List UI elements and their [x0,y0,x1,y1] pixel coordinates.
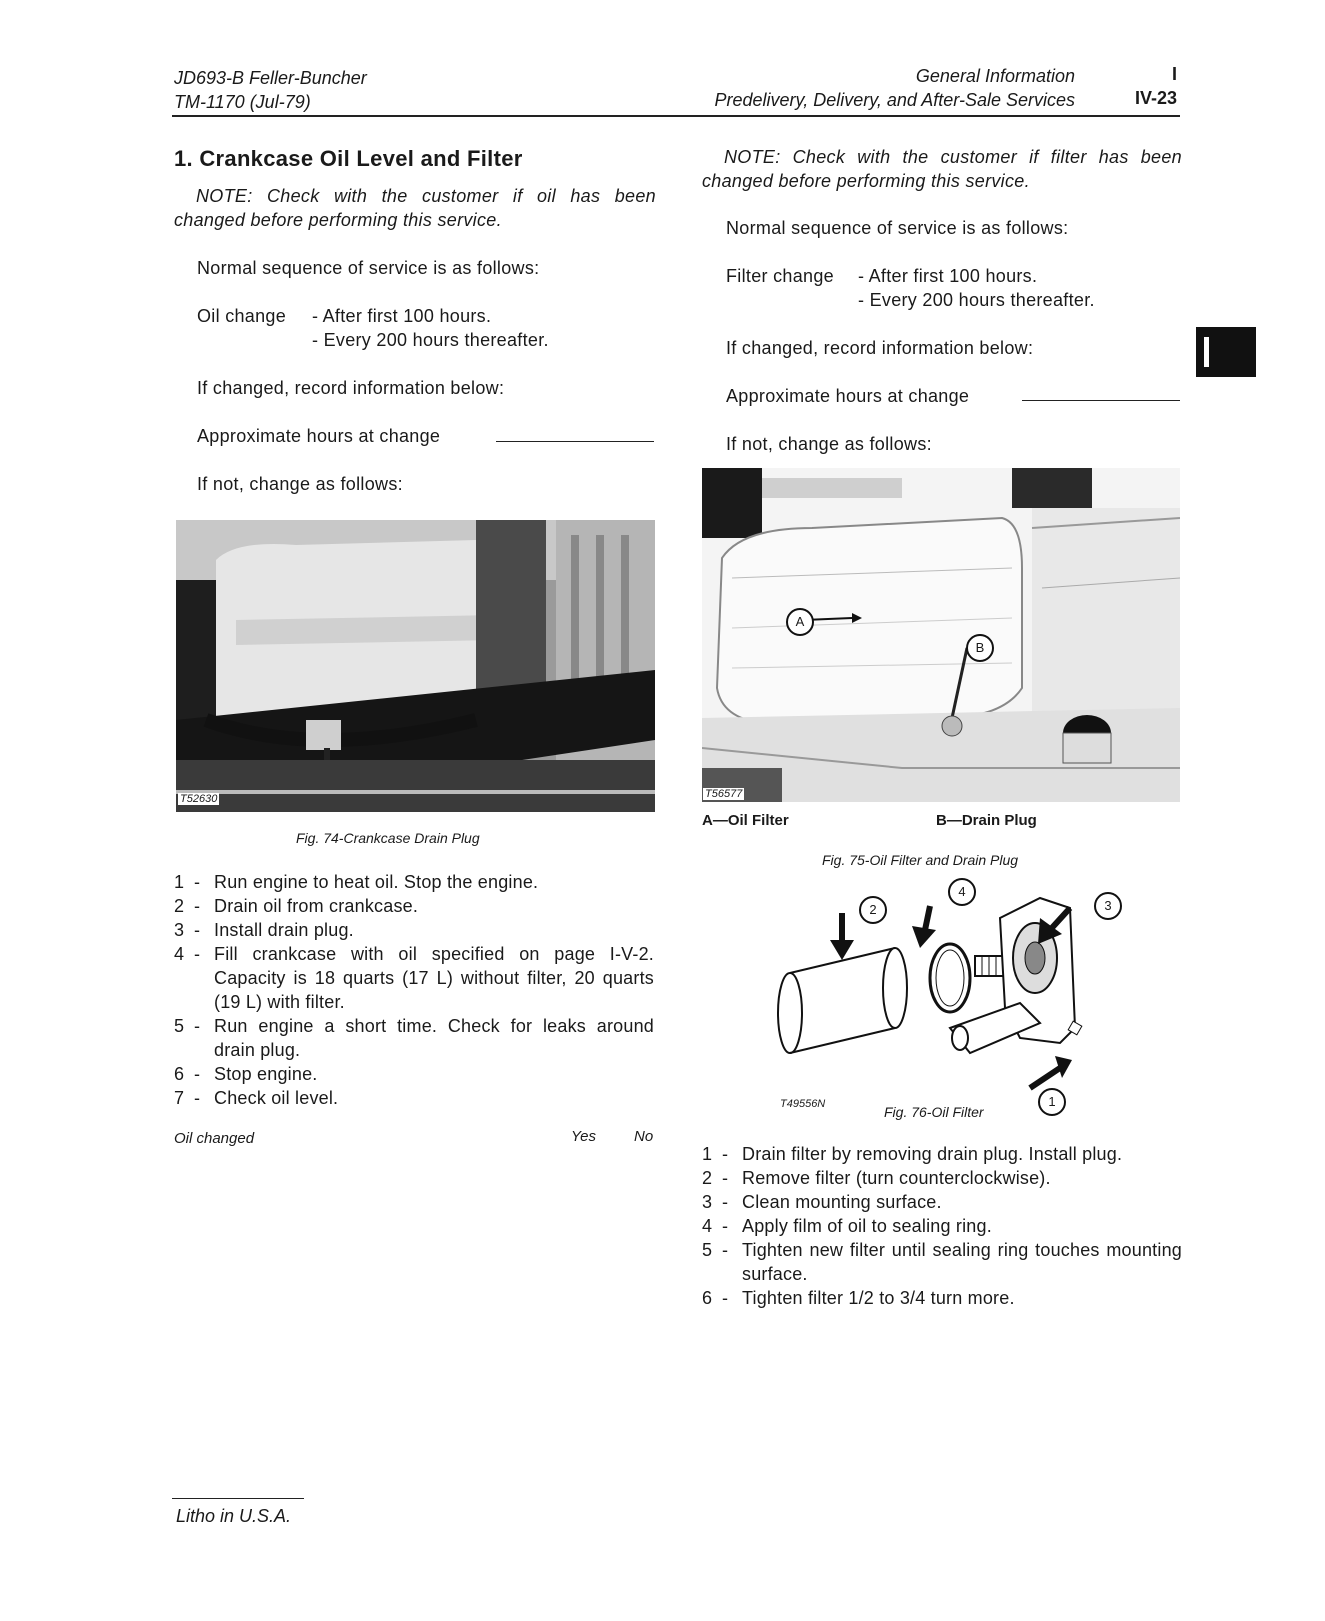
list-item: 3 - Clean mounting surface. [702,1192,942,1212]
section-tab-marker [1196,327,1256,377]
list-item: 6 - Stop engine. [174,1064,318,1084]
filter-change-interval-2: - Every 200 hours thereafter. [858,290,1095,310]
list-item: 1 - Run engine to heat oil. Stop the engine. [174,872,539,892]
diagram-callout-3: 3 [1094,892,1122,920]
right-if-changed: If changed, record information below: [726,338,1034,358]
left-approx-hours: Approximate hours at change [197,426,441,446]
diagram-callout-2: 2 [859,896,887,924]
callout-b: B [966,634,994,662]
fig74-caption: Fig. 74-Crankcase Drain Plug [296,830,480,846]
list-item: 2 - Drain oil from crankcase. [174,896,419,916]
header-page-number: IV-23 [1135,88,1178,108]
right-steps-list [702,1142,1182,1310]
left-if-changed: If changed, record information below: [197,378,505,398]
filter-change-label: Filter change [726,266,834,286]
list-item: 2 - Remove filter (turn counterclockwise). [702,1168,1051,1188]
left-hours-blank-line [496,441,654,442]
footer-rule [172,1498,304,1499]
footer-litho: Litho in U.S.A. [176,1506,292,1526]
header-section-mark: I [1172,64,1178,84]
fig75-caption: Fig. 75-Oil Filter and Drain Plug [822,852,1019,868]
header-rule [172,115,1180,117]
list-item: 7 - Check oil level. [174,1088,339,1108]
list-item: 5 - Tighten new filter until sealing ring touches mounting surface. [702,1240,1182,1284]
callout-a: A [786,608,814,636]
right-hours-blank-line [1022,400,1180,401]
list-item: 5 - Run engine a short time. Check for leaks around drain plug. [174,1016,654,1060]
header-model: JD693-B Feller-Buncher [174,68,367,88]
right-note: NOTE: Check with the customer if filter has been changed before performing this service. [702,147,1182,191]
oil-change-interval-1: - After first 100 hours. [312,306,492,326]
left-steps-list [174,870,654,1110]
oil-change-label: Oil change [197,306,287,326]
oil-changed-no: No [634,1128,654,1145]
legend-oil-filter: A—Oil Filter [702,812,789,829]
right-approx-hours: Approximate hours at change [726,386,970,406]
right-if-not: If not, change as follows: [726,434,932,454]
list-item: 3 - Install drain plug. [174,920,354,940]
oil-filter-drain-plug-photo [702,468,1180,802]
list-item: 4 - Fill crankcase with oil specified on page I-V-2. Capacity is 18 quarts (17 L) without filter, 20 quarts (19 L) with filter. [174,944,654,1012]
diagram-callout-1: 1 [1038,1088,1066,1116]
fig74-photo-code: T52630 [180,793,218,805]
header-manual: TM-1170 (Jul-79) [174,92,311,112]
header-subsection: Predelivery, Delivery, and After-Sale Services [714,90,1075,110]
fig76-caption: Fig. 76-Oil Filter [884,1104,984,1120]
fig75-photo-code: T56577 [705,788,743,800]
left-note: NOTE: Check with the customer if oil has been changed before performing this service. [174,186,656,230]
list-item: 1 - Drain filter by removing drain plug. Install plug. [702,1144,1123,1164]
crankcase-drain-plug-photo [176,520,655,812]
left-sequence-intro: Normal sequence of service is as follows: [197,258,540,278]
list-item: 4 - Apply film of oil to sealing ring. [702,1216,992,1236]
left-if-not: If not, change as follows: [197,474,403,494]
fig76-diagram-code: T49556N [780,1098,826,1110]
list-item: 6 - Tighten filter 1/2 to 3/4 turn more. [702,1288,1015,1308]
header-section: General Information [915,66,1075,86]
filter-change-interval-1: - After first 100 hours. [858,266,1038,286]
section-heading: 1. Crankcase Oil Level and Filter [174,146,523,171]
diagram-callout-4: 4 [948,878,976,906]
oil-changed-label: Oil changed [174,1130,255,1147]
right-sequence-intro: Normal sequence of service is as follows: [726,218,1069,238]
oil-change-interval-2: - Every 200 hours thereafter. [312,330,549,350]
legend-drain-plug: B—Drain Plug [936,812,1037,829]
oil-changed-yes: Yes [571,1128,597,1145]
oil-filter-exploded-diagram [770,878,1130,1128]
